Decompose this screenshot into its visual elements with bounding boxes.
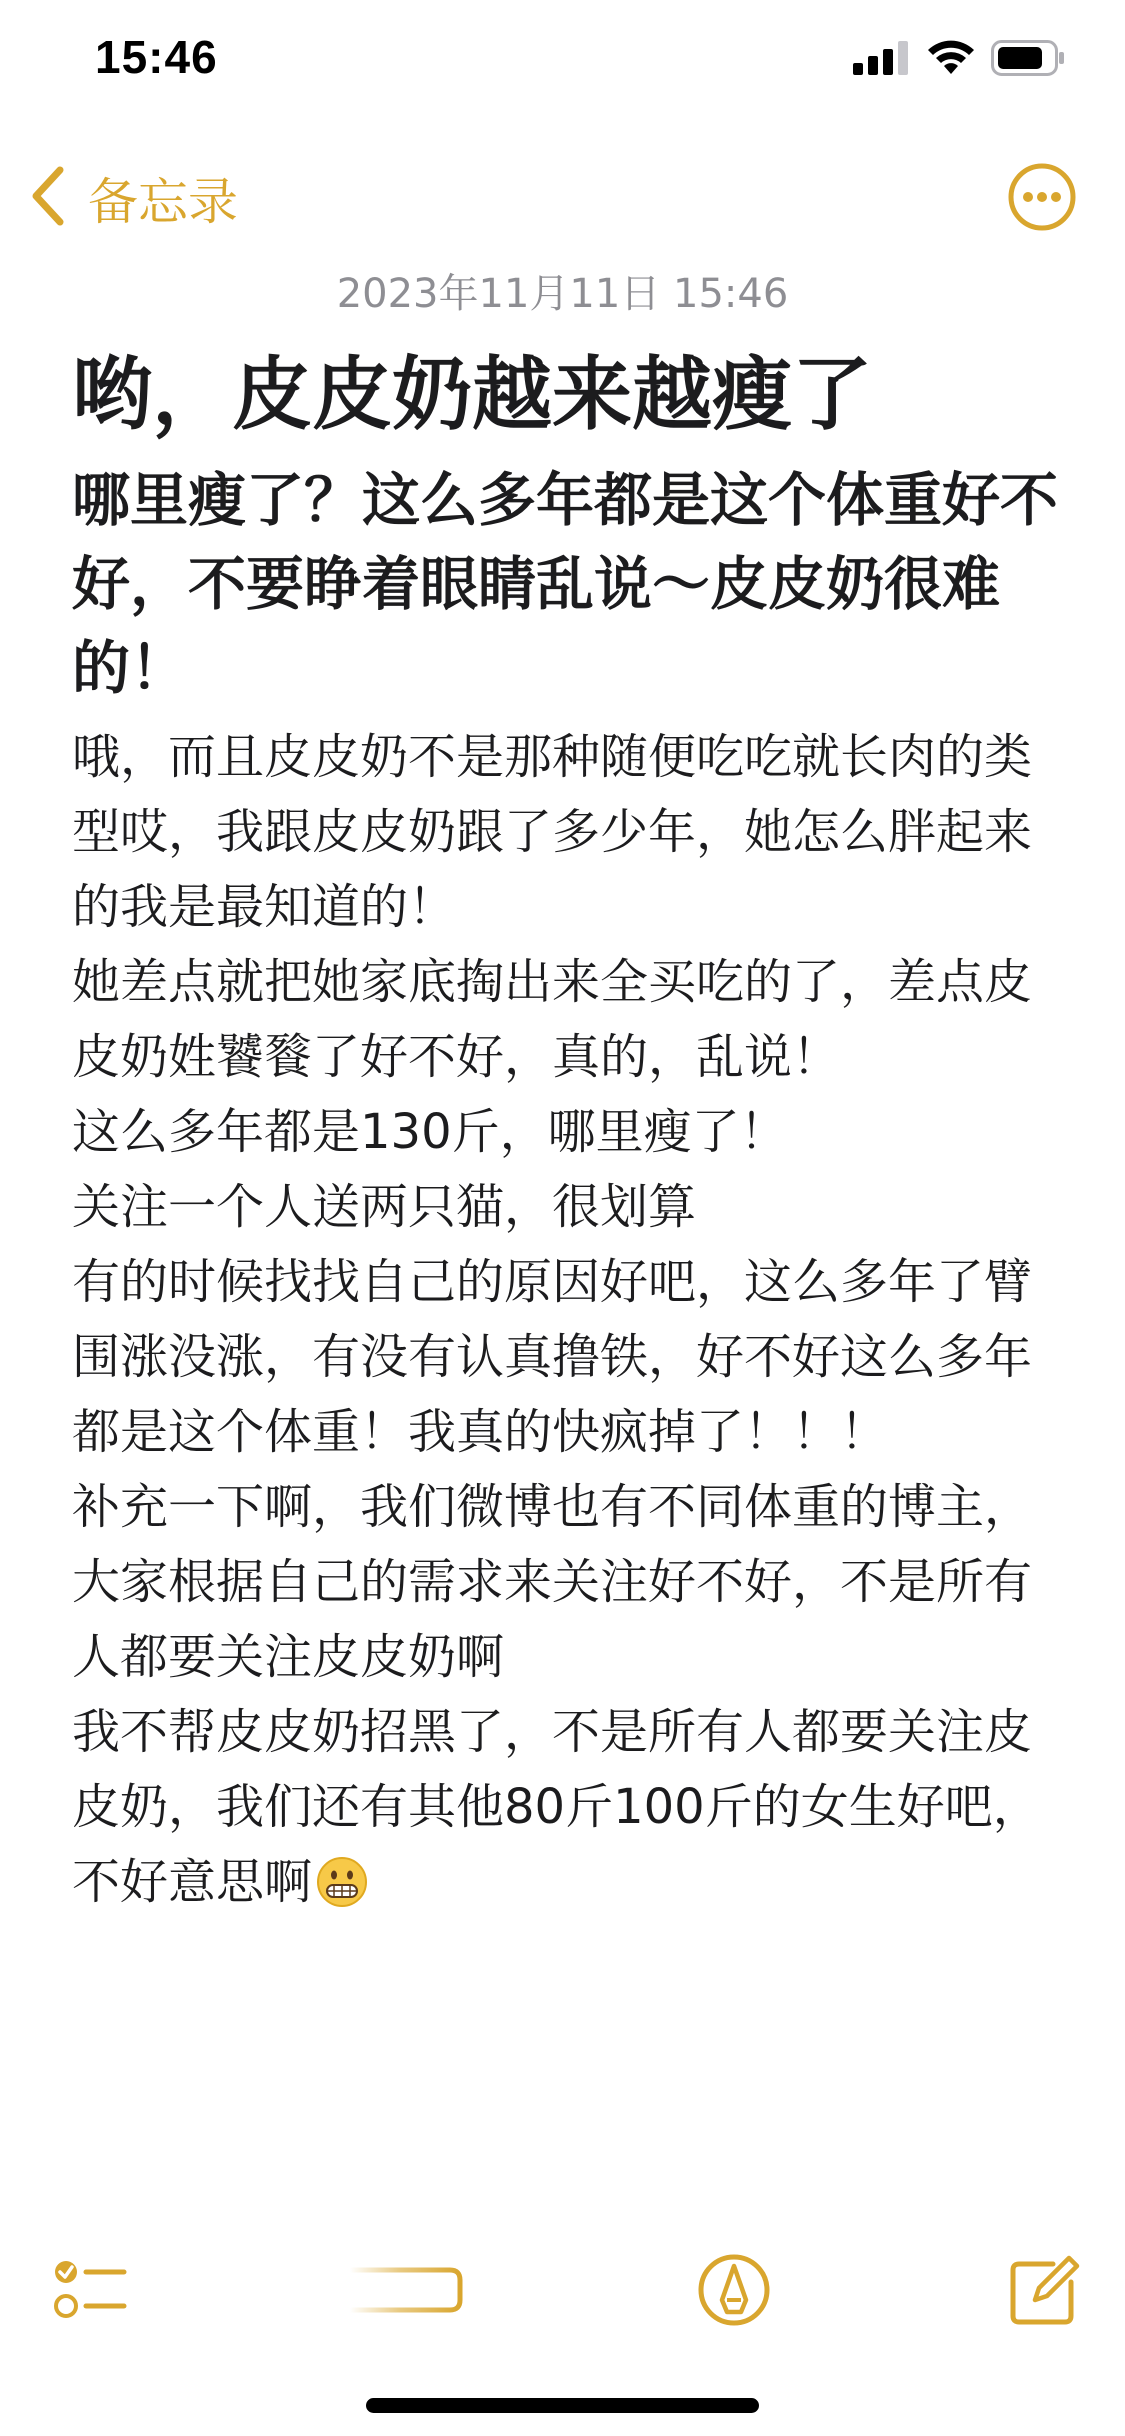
ellipsis-circle-icon (1007, 217, 1077, 236)
markup-pen-icon (694, 2315, 774, 2334)
compose-button[interactable] (1005, 2250, 1085, 2334)
checklist-icon (50, 2315, 130, 2334)
grimacing-face-emoji-icon (316, 1855, 368, 1930)
checklist-button[interactable] (50, 2250, 130, 2334)
note-heading: 哪里瘦了？这么多年都是这个体重好不好，不要睁着眼睛乱说～皮皮奶很难的！ (72, 466, 1059, 702)
attachment-button[interactable] (340, 2250, 470, 2334)
note-date: 2023年11月11日 15:46 (336, 271, 789, 317)
note-body[interactable] (72, 340, 1062, 1930)
note-paragraph: 补充一下啊，我们微博也有不同体重的博主，大家根据自己的需求来关注好不好，不是所有人都要关注皮皮奶啊 (72, 1479, 1033, 1685)
note-paragraph-last (72, 1695, 1062, 1930)
home-indicator[interactable] (366, 2398, 759, 2413)
note-title: 哟，皮皮奶越来越瘦了 (72, 348, 872, 441)
markup-button[interactable] (694, 2250, 774, 2334)
note-paragraph: 有的时候找找自己的原因好吧，这么多年了臂围涨没涨，有没有认真撸铁，好不好这么多年都是这个体重！我真的快疯掉了！！！ (72, 1254, 1033, 1460)
note-paragraph-text: 我不帮皮皮奶招黑了，不是所有人都要关注皮皮奶，我们还有其他80斤100斤的女生好吧，不好意思啊 (72, 1704, 1041, 1910)
status-time: 15:46 (95, 31, 218, 83)
compose-icon (1005, 2315, 1085, 2334)
note-paragraph: 这么多年都是130斤，哪里瘦了！ (72, 1104, 788, 1160)
wifi-icon (927, 40, 975, 76)
note-paragraph: 关注一个人送两只猫，很划算 (72, 1179, 697, 1235)
attachment-icon (340, 2315, 470, 2334)
status-bar (0, 0, 1125, 130)
nav-bar (0, 150, 1125, 250)
note-paragraph: 哦，而且皮皮奶不是那种随便吃吃就长肉的类型哎，我跟皮皮奶跟了多少年，她怎么胖起来的我是最知道的！ (72, 729, 1033, 935)
note-paragraph: 她差点就把她家底掏出来全买吃的了，差点皮皮奶姓饕餮了好不好，真的，乱说！ (72, 954, 1033, 1085)
more-button[interactable] (1007, 162, 1077, 236)
chevron-left-icon (28, 164, 68, 232)
back-label: 备忘录 (88, 173, 238, 231)
back-button[interactable] (28, 162, 238, 234)
bottom-toolbar (0, 2230, 1125, 2350)
battery-icon (991, 40, 1065, 76)
cellular-signal-icon (853, 41, 911, 75)
status-icons (853, 40, 1065, 76)
